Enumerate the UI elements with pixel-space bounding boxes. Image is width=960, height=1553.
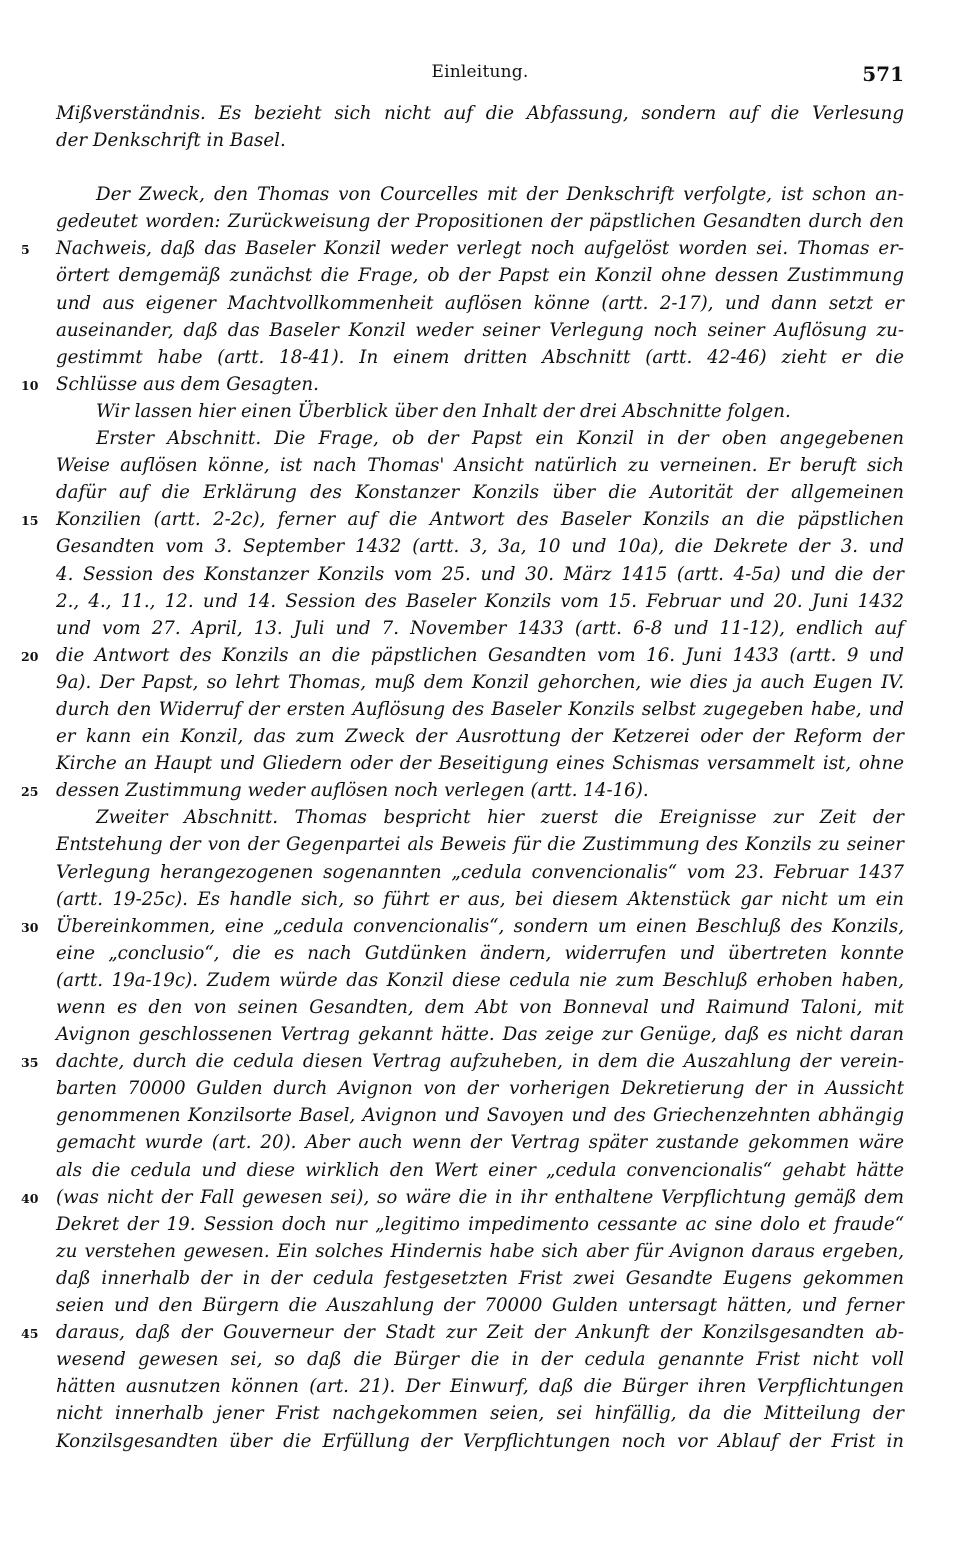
text-line: 45 daraus, daß der Gouverneur der Stadt zur Zeit der Ankunft der Konzilsgesandten ab-: [56, 1319, 904, 1346]
page-header: [56, 62, 904, 92]
text-line: Verlegung herangezogenen sogenannten „cedula convencionalis“ vom 23. Februar 1437: [56, 861, 904, 883]
line-number: 15: [21, 513, 39, 529]
text-line: Avignon geschlossenen Vertrag gekannt hätte. Das zeige zur Genüge, daß es nicht daran: [56, 1024, 904, 1046]
line-number: 35: [21, 1055, 39, 1071]
text-line: Konzilsgesandten über die Erfüllung der Verpflichtungen noch vor Ablauf der Frist in: [56, 1430, 904, 1452]
text-line: nicht innerhalb jener Frist nachgekommen seien, sei hinfällig, da die Mitteilung der: [56, 1403, 904, 1425]
section-heading-line: Zweiter Abschnitt. Thomas bespricht hier zuerst die Ereignisse zur Zeit der: [96, 807, 904, 829]
text-line: daß innerhalb der in der cedula festgesetzten Frist zwei Gesandte Eugens gekommen: [56, 1267, 904, 1289]
text-line: zu verstehen gewesen. Ein solches Hindernis habe sich aber für Avignon daraus ergeben,: [56, 1240, 904, 1262]
text-line: 30 Übereinkommen, eine „cedula convencionalis“, sondern um einen Beschluß des Konzils,: [56, 913, 904, 940]
text-line: 9a). Der Papst, so lehrt Thomas, muß dem Konzil gehorchen, wie dies ja auch Eugen IV.: [56, 671, 904, 693]
section-heading-line: Erster Abschnitt. Die Frage, ob der Papst ein Konzil in der oben angegebenen: [96, 428, 904, 450]
text-line: wenn es den von seinen Gesandten, dem Abt von Bonneval und Raimund Taloni, mit: [56, 997, 904, 1018]
text-line: örtert demgemäß zunächst die Frage, ob der Papst ein Konzil ohne dessen Zustimmung: [56, 265, 904, 287]
text-line: dafür auf die Erklärung des Konstanzer Konzils über die Autorität der allgemeinen: [56, 482, 904, 504]
text-line: 2., 4., 11., 12. und 14. Session des Baseler Konzils vom 15. Februar und 20. Juni 1432: [56, 590, 904, 612]
text-line: 35 dachte, durch die cedula diesen Vertrag aufzuheben, in dem die Auszahlung der verein-: [56, 1048, 904, 1075]
text-line: er kann ein Konzil, das zum Zweck der Ausrottung der Ketzerei oder der Reform der: [56, 726, 904, 748]
text-line: 5 Nachweis, daß das Baseler Konzil weder verlegt noch aufgelöst worden sei. Thomas er-: [56, 235, 904, 262]
text-line: Kirche an Haupt und Gliedern oder der Beseitigung eines Schismas versammelt ist, ohne: [56, 753, 904, 775]
page-number: 571: [862, 62, 904, 86]
text-line: (artt. 19-25c). Es handle sich, so führt er aus, bei diesem Aktenstück gar nicht um ein: [56, 888, 904, 910]
text-line: gemacht wurde (art. 20). Aber auch wenn der Vertrag später zustande gekommen wäre: [56, 1132, 904, 1154]
line-number: 25: [21, 784, 39, 800]
text-line: als die cedula und diese wirklich den Wert einer „cedula convencionalis“ gehabt hätte: [56, 1159, 904, 1181]
text-line: gedeutet worden: Zurückweisung der Propositionen der päpstlichen Gesandten durch den: [56, 211, 904, 233]
text-line: Der Zweck, den Thomas von Courcelles mit der Denkschrift verfolgte, ist schon an-: [96, 184, 904, 206]
text-line: wesend gewesen sei, so daß die Bürger die in der cedula genannte Frist nicht voll: [56, 1349, 904, 1371]
text-line: der Denkschrift in Basel.: [56, 130, 286, 152]
running-head: Einleitung.: [431, 62, 529, 82]
text-line: auseinander, daß das Baseler Konzil weder seiner Verlegung noch seiner Auflösung zu-: [56, 319, 904, 341]
text-line: eine „conclusio“, die es nach Gutdünken ändern, widerrufen und übertreten konnte: [56, 942, 904, 964]
text-line: hätten ausnutzen können (art. 21). Der Einwurf, daß die Bürger ihren Verpflichtungen: [56, 1376, 904, 1398]
line-number: 5: [21, 242, 30, 258]
line-number: 40: [21, 1190, 39, 1206]
text-line: 4. Session des Konstanzer Konzils vom 25. und 30. März 1415 (artt. 4-5a) und die der: [56, 563, 904, 585]
line-number: 30: [21, 919, 39, 935]
line-number: 45: [21, 1326, 39, 1342]
text-line: Entstehung der von der Gegenpartei als Beweis für die Zustimmung des Konzils zu seiner: [56, 834, 904, 856]
text-line: barten 70000 Gulden durch Avignon von der vorherigen Dekretierung der in Aussicht: [56, 1078, 904, 1100]
text-line: 15 Konzilien (artt. 2-2c), ferner auf die Antwort des Baseler Konzils an die päpstlichen: [56, 506, 904, 533]
text-line: Dekret der 19. Session doch nur „legitimo impedimento cessante ac sine dolo et fraude“: [56, 1213, 904, 1235]
text-line: seien und den Bürgern die Auszahlung der 70000 Gulden untersagt hätten, und ferner: [56, 1295, 904, 1317]
text-line: gestimmt habe (artt. 18-41). In einem dritten Abschnitt (artt. 42-46) zieht er die: [56, 346, 904, 368]
text-line: genommenen Konzilsorte Basel, Avignon und Savoyen und des Griechenzehnten abhängig: [56, 1105, 904, 1127]
line-number: 10: [21, 377, 39, 393]
text-line: Wir lassen hier einen Überblick über den Inhalt der drei Abschnitte folgen.: [96, 400, 791, 422]
text-line: 20 die Antwort des Konzils an die päpstlichen Gesandten vom 16. Juni 1433 (artt. 9 und: [56, 642, 904, 669]
line-number: 20: [21, 648, 39, 664]
text-line: 10 Schlüsse aus dem Gesagten.: [56, 371, 904, 398]
body-text: [21, 100, 904, 1455]
text-line: Mißverständnis. Es bezieht sich nicht auf die Abfassung, sondern auf die Verlesung: [56, 103, 904, 124]
text-line: Weise auflösen könne, ist nach Thomas' Ansicht natürlich zu verneinen. Er beruft sich: [56, 455, 904, 477]
text-line: und aus eigener Machtvollkommenheit auflösen könne (artt. 2-17), und dann setzt er: [56, 292, 904, 314]
text-line: 40 (was nicht der Fall gewesen sei), so wäre die in ihr enthaltene Verpflichtung gemäß dem: [56, 1184, 904, 1211]
text-line: (artt. 19a-19c). Zudem würde das Konzil diese cedula nie zum Beschluß erhoben haben,: [56, 969, 904, 991]
text-line: durch den Widerruf der ersten Auflösung des Baseler Konzils selbst zugegeben habe, und: [56, 698, 904, 720]
text-line: Gesandten vom 3. September 1432 (artt. 3, 3a, 10 und 10a), die Dekrete der 3. und: [56, 536, 904, 558]
text-line: und vom 27. April, 13. Juli und 7. November 1433 (artt. 6-8 und 11-12), endlich auf: [56, 617, 904, 639]
text-line: 25 dessen Zustimmung weder auflösen noch verlegen (artt. 14-16).: [56, 777, 904, 804]
